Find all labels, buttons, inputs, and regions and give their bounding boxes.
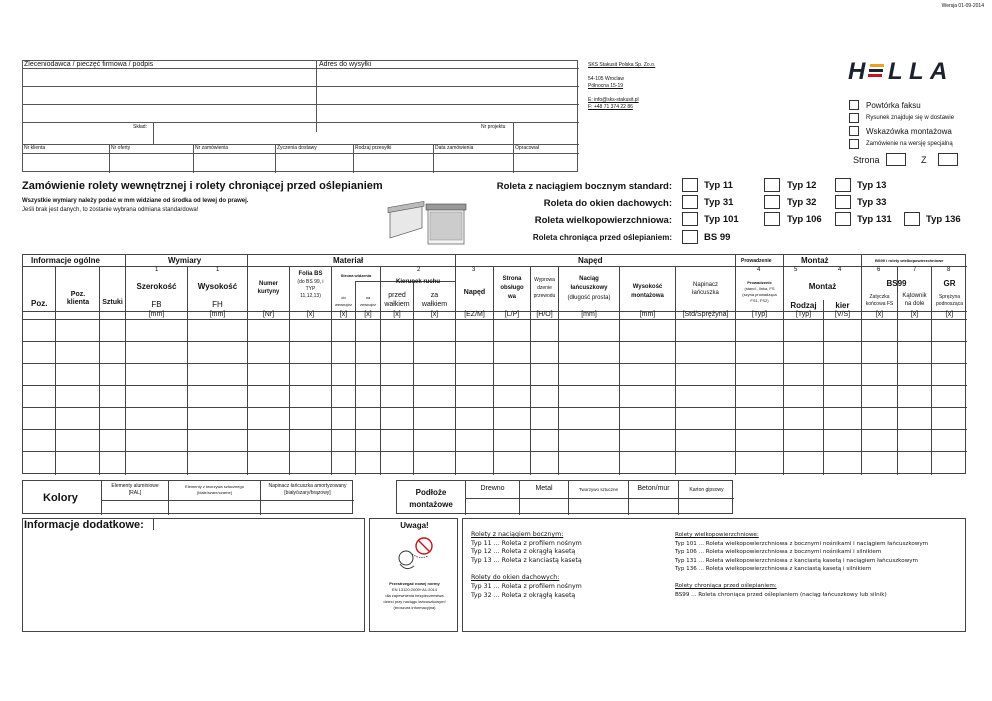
group-nap: Napęd bbox=[578, 256, 603, 265]
unit-10: [H/O] bbox=[536, 311, 553, 318]
h-kier: Kierunek ruchu bbox=[395, 279, 440, 285]
z-label: Z bbox=[921, 155, 927, 165]
unit-18: [x] bbox=[910, 311, 919, 318]
h-na-z2: zewnątrz bbox=[359, 302, 376, 307]
unit-9: [L/P] bbox=[504, 311, 520, 318]
unit-11: [mm] bbox=[581, 311, 597, 318]
h-za: za bbox=[430, 292, 439, 299]
uwaga-title: Uwaga! bbox=[400, 521, 429, 530]
legend-g1-0: Typ 11 ... Roleta z profilem nośnym bbox=[471, 539, 582, 547]
typ101-checkbox[interactable] bbox=[682, 212, 698, 226]
group-wym: Wymiary bbox=[168, 256, 202, 265]
h-pozk: Poz. bbox=[70, 291, 86, 298]
h-naped: Napęd bbox=[463, 289, 486, 296]
kolory-napin2: [biały/szary/brązowy] bbox=[284, 490, 331, 496]
typ131-label: Typ 131 bbox=[857, 214, 892, 225]
info-box bbox=[22, 518, 365, 632]
header-form bbox=[22, 60, 578, 172]
kolory-title: Kolory bbox=[43, 492, 78, 504]
podloze-box bbox=[396, 480, 733, 514]
h-fb: FB bbox=[151, 300, 162, 309]
typ32-checkbox[interactable] bbox=[764, 195, 780, 209]
h-wys: Wysokość bbox=[197, 282, 238, 291]
typ31-checkbox[interactable] bbox=[682, 195, 698, 209]
legend-g3-2: Typ 131 ... Roleta wielkopowierzchniowa z kanciastą kasetą i naciągiem łańcuszkowym bbox=[675, 557, 918, 564]
typ13-checkbox[interactable] bbox=[835, 178, 851, 192]
h-prow1: Prowadzenie bbox=[747, 280, 772, 285]
unit-2: [Nr] bbox=[262, 311, 275, 318]
h-wys-mont: Wysokość bbox=[632, 284, 663, 290]
unit-5: [x] bbox=[364, 311, 372, 318]
num-6: 6 bbox=[877, 267, 881, 273]
typ33-label: Typ 33 bbox=[857, 197, 887, 208]
opracowal-label: Opracował bbox=[515, 145, 539, 151]
typ136-label: Typ 136 bbox=[926, 214, 961, 225]
legend-g3: Rolety wielkopowierzchniowe: bbox=[675, 532, 759, 538]
rysunek-label: Rysunek znajduje się w dostawie bbox=[866, 115, 955, 121]
unit-19: [x] bbox=[945, 311, 954, 318]
h-folia4: 11,12,13) bbox=[300, 293, 321, 299]
h-montazowa: montażowa bbox=[631, 293, 664, 299]
podloze-title1: Podłoże bbox=[415, 488, 447, 497]
h-lancuszka: łańcuszka bbox=[692, 290, 719, 296]
podloze-metal: Metal bbox=[535, 485, 553, 492]
h-do-w2: wewnątrz bbox=[335, 302, 352, 307]
type-r1-label: Roleta z naciągiem bocznym standard: bbox=[496, 181, 672, 192]
client-label: Zleceniodawca / pieczęć firmowa / podpis bbox=[24, 61, 154, 68]
bs99-checkbox[interactable] bbox=[682, 230, 698, 244]
zamowienie-label: Zamówienie na wersję specjalną bbox=[866, 141, 953, 147]
kolory-box bbox=[22, 480, 353, 514]
h-gr: GR bbox=[943, 279, 956, 288]
version-label: Wersja 01-09-2014 bbox=[941, 3, 984, 9]
zamowienie-checkbox[interactable] bbox=[849, 139, 859, 149]
kolory-ral: [RAL] bbox=[128, 490, 142, 496]
strona-label: Strona bbox=[853, 155, 880, 165]
num-8: 8 bbox=[947, 267, 951, 273]
company-addr2: Północna 15-19 bbox=[588, 83, 624, 89]
legend-g4: Rolety chroniąca przed oślepianiem: bbox=[675, 582, 777, 589]
podloze-tworzywo: Tworzywo sztuczne bbox=[578, 487, 618, 492]
hella-logo bbox=[846, 58, 958, 82]
unit-17: [x] bbox=[875, 311, 884, 318]
zyczenia-label: Życzenia dostawy bbox=[277, 145, 317, 151]
typ32-label: Typ 32 bbox=[787, 197, 817, 208]
legend-g3-3: Typ 136 ... Roleta wielkopowierzchniowa z kanciastą kasetą i silnikiem bbox=[675, 566, 872, 573]
legend-box bbox=[462, 518, 966, 632]
h-dzenie: dzenie bbox=[537, 285, 552, 291]
h-napinacz: Napinacz bbox=[692, 282, 718, 288]
powtorka-checkbox[interactable] bbox=[849, 100, 859, 110]
h-strona-w: Strona widzenia bbox=[340, 273, 372, 278]
h-przed: przed bbox=[388, 292, 406, 299]
note-2: Jeśli brak jest danych, to zostanie wybrana odmiana standardowa! bbox=[22, 207, 199, 213]
h-nacig: Naciąg bbox=[579, 276, 599, 282]
h-katownik: Kątownik bbox=[902, 293, 927, 299]
svg-text:L: L bbox=[909, 58, 924, 82]
wskazowka-label: Wskazówka montażowa bbox=[866, 127, 952, 136]
legend-g2-1: Typ 32 ... Roleta z okrągłą kasetą bbox=[471, 591, 576, 599]
legend-g3-1: Typ 106 ... Roleta wielkopowierzchniowa z bocznymi nośnikami i silnikiem bbox=[675, 549, 882, 556]
svg-text:L: L bbox=[888, 58, 903, 82]
h-zatyczka: Zatyczka bbox=[869, 294, 890, 300]
legend-g1: Rolety z naciągiem bocznym: bbox=[471, 531, 564, 538]
h-klienta: klienta bbox=[66, 299, 90, 306]
h-montaz: Montaż bbox=[808, 282, 837, 291]
h-do-w: do bbox=[341, 295, 346, 300]
bs99-label: BS 99 bbox=[704, 232, 731, 243]
legend-g2: Rolety do okien dachowych: bbox=[471, 574, 560, 582]
h-kurtyny: kurtyny bbox=[257, 289, 280, 295]
typ11-checkbox[interactable] bbox=[682, 178, 698, 192]
unit-12: [mm] bbox=[639, 311, 656, 318]
powtorka-label: Powtórka faksu bbox=[866, 101, 921, 110]
legend-g1-2: Typ 13 ... Roleta z kanciastą kasetą bbox=[471, 556, 582, 564]
h-folia: Folia BS bbox=[298, 271, 323, 277]
h-rodzaj: Rodzaj bbox=[790, 301, 817, 310]
h-prow4: FS1, FS2) bbox=[750, 298, 769, 303]
nr-klienta-label: Nr klienta bbox=[24, 145, 46, 151]
unit-3: [x] bbox=[306, 311, 315, 318]
projekt-label: Nr projektu bbox=[481, 124, 506, 130]
unit-7: [x] bbox=[430, 311, 439, 318]
h-lancusz: łańcuszkowy bbox=[570, 285, 608, 291]
data-label: Data zamówienia bbox=[435, 145, 474, 151]
h-sztuki: Sztuki bbox=[102, 299, 123, 306]
typ12-checkbox[interactable] bbox=[764, 178, 780, 192]
h-prow2: (stand., linka, FS bbox=[744, 286, 775, 291]
nr-oferty-label: Nr oferty bbox=[111, 145, 131, 151]
rodzaj-label: Rodzaj przesyłki bbox=[355, 145, 392, 151]
h-bs99: BS99 bbox=[886, 279, 907, 288]
nr-zamowienia-label: Nr zamówienia bbox=[195, 145, 229, 151]
h-na-z: na bbox=[365, 295, 371, 300]
unit-0: [mm] bbox=[148, 311, 165, 318]
company-addr1: 54-105 Wroclaw bbox=[588, 76, 625, 82]
strona-field[interactable] bbox=[886, 153, 906, 166]
ship-label: Adres do wysyłki bbox=[319, 61, 372, 68]
kolory-plast: Elementy z tworzywa sztucznego bbox=[185, 484, 244, 489]
uwaga-box bbox=[369, 518, 458, 632]
legend-g3-0: Typ 101 ... Roleta wielkopowierzchniowa z bocznymi nośnikami i naciągiem łańcuszkowym bbox=[675, 540, 929, 547]
typ136-checkbox[interactable] bbox=[904, 212, 920, 226]
h-nadole: na dole bbox=[904, 301, 925, 307]
svg-text:A: A bbox=[930, 58, 948, 82]
h-walkiem2: wałkiem bbox=[421, 301, 448, 308]
podloze-beton: Beton/mur bbox=[637, 485, 670, 492]
num-1b: 1 bbox=[216, 267, 220, 273]
num-1a: 1 bbox=[155, 267, 159, 273]
h-wyprow: Wyprowa bbox=[534, 277, 555, 283]
group-prow: Prowadzenie bbox=[741, 258, 772, 264]
typ12-label: Typ 12 bbox=[787, 180, 817, 191]
uwaga-l1: Przestrzegać nowej normy bbox=[389, 581, 440, 586]
svg-text:H: H bbox=[848, 58, 866, 82]
z-field[interactable] bbox=[938, 153, 958, 166]
note-1: Wszystkie wymiary należy podać w mm widziane od środka od lewej do prawej. bbox=[22, 198, 249, 204]
unit-8: [EZ/M] bbox=[464, 311, 485, 318]
num-4a: 4 bbox=[757, 267, 761, 273]
typ106-label: Typ 106 bbox=[787, 214, 822, 225]
legend-g4-0: BS99 ... Roleta chroniąca przed oślepianiem (naciąg łańcuszkowy lub silnik) bbox=[675, 591, 887, 598]
roller-blind-illustration bbox=[386, 200, 468, 246]
order-table bbox=[22, 254, 966, 474]
h-prow3: (szyna prowadząca bbox=[742, 292, 777, 297]
h-obslugo: obsługo bbox=[500, 285, 524, 291]
rysunek-checkbox[interactable] bbox=[849, 113, 859, 123]
h-dlugosc: (długość prosta) bbox=[567, 295, 611, 301]
company-fax: F: +48 71 374 22 86 bbox=[588, 104, 633, 110]
unit-15: [Typ] bbox=[795, 311, 812, 318]
company-info bbox=[588, 62, 655, 111]
podloze-karton: Karton gipsowy bbox=[689, 487, 724, 493]
typ11-label: Typ 11 bbox=[704, 180, 733, 191]
wskazowka-checkbox[interactable] bbox=[849, 126, 859, 136]
uwaga-l3: dla zapewnienia bezpieczeństwa bbox=[385, 593, 444, 598]
num-5: 5 bbox=[794, 267, 798, 273]
unit-1: [mm] bbox=[209, 311, 226, 318]
h-numer: Numer bbox=[258, 281, 278, 287]
uwaga-l2: EN 13120:2009+A1:2014 bbox=[391, 587, 438, 592]
podloze-title2: montażowe bbox=[409, 500, 453, 509]
podloze-drewno: Drewno bbox=[480, 485, 505, 492]
typ31-label: Typ 31 bbox=[704, 197, 734, 208]
num-7: 7 bbox=[913, 267, 917, 273]
kolory-plast2: [białe/szare/czarne] bbox=[197, 490, 232, 495]
h-wa: wa bbox=[507, 294, 516, 300]
sklad-label: Skład: bbox=[133, 124, 147, 130]
h-strona-o: Strona bbox=[502, 276, 522, 282]
h-kier2: kier bbox=[835, 301, 850, 310]
h-szer: Szerokość bbox=[136, 282, 177, 291]
typ101-label: Typ 101 bbox=[704, 214, 739, 225]
unit-6: [x] bbox=[393, 311, 401, 318]
child-safety-icon bbox=[392, 534, 438, 574]
unit-14: [Typ] bbox=[751, 311, 768, 318]
info-title: Informacje dodatkowe: bbox=[24, 519, 144, 531]
unit-13: [Std/Sprężyna] bbox=[682, 311, 729, 318]
type-r2-label: Roleta do okien dachowych: bbox=[543, 198, 672, 209]
group-mont: Montaż bbox=[801, 256, 829, 265]
h-folia3: TYP bbox=[305, 286, 316, 292]
typ131-checkbox[interactable] bbox=[835, 212, 851, 226]
company-email[interactable]: E: info@sks-stakusit.pl bbox=[588, 97, 639, 103]
unit-4: [x] bbox=[339, 311, 348, 318]
type-r3-label: Roleta wielkopowierzchniowa: bbox=[534, 215, 672, 226]
h-folia2: (do BS 99, i bbox=[297, 279, 324, 285]
kolory-napin: Napinacz łańcuszka amortyzowany bbox=[268, 483, 347, 489]
unit-16: [V/S] bbox=[834, 311, 851, 318]
h-przewodu: przewodu bbox=[533, 293, 556, 299]
h-koncowa: końcowa FS bbox=[865, 301, 894, 307]
group-info: Informacje ogólne bbox=[31, 256, 100, 265]
typ106-checkbox[interactable] bbox=[764, 212, 780, 226]
typ33-checkbox[interactable] bbox=[835, 195, 851, 209]
h-walkiem: wałkiem bbox=[384, 301, 410, 308]
kolory-alu: Elementy aluminiowe bbox=[111, 483, 159, 489]
page-title: Zamówienie rolety wewnętrznej i rolety chroniącej przed oślepianiem bbox=[22, 180, 383, 192]
legend-g2-0: Typ 31 ... Roleta z profilem nośnym bbox=[471, 582, 582, 590]
h-podnosz: podnosząca bbox=[936, 301, 963, 307]
group-mat: Materiał bbox=[333, 256, 364, 265]
num-2: 2 bbox=[417, 267, 421, 273]
num-3: 3 bbox=[472, 267, 476, 273]
uwaga-l4: dzieci przy naciągu łańcuszkowym! bbox=[383, 599, 446, 604]
group-bs99: BS99 i rolety wielkopowierzchniowe bbox=[875, 258, 944, 263]
h-poz: Poz. bbox=[31, 299, 48, 308]
h-sprezyna: Sprężyna bbox=[938, 294, 961, 300]
company-name: SKS Stakusit Polska Sp. Zo.o. bbox=[588, 62, 656, 68]
type-r4-label: Roleta chroniąca przed oślepianiem: bbox=[532, 233, 672, 242]
h-fh: FH bbox=[212, 300, 223, 309]
uwaga-l5: (broszura informacyjna) bbox=[393, 605, 436, 610]
typ13-label: Typ 13 bbox=[857, 180, 887, 191]
legend-g1-1: Typ 12 ... Roleta z okrągłą kasetą bbox=[471, 548, 576, 556]
num-4b: 4 bbox=[838, 267, 842, 273]
